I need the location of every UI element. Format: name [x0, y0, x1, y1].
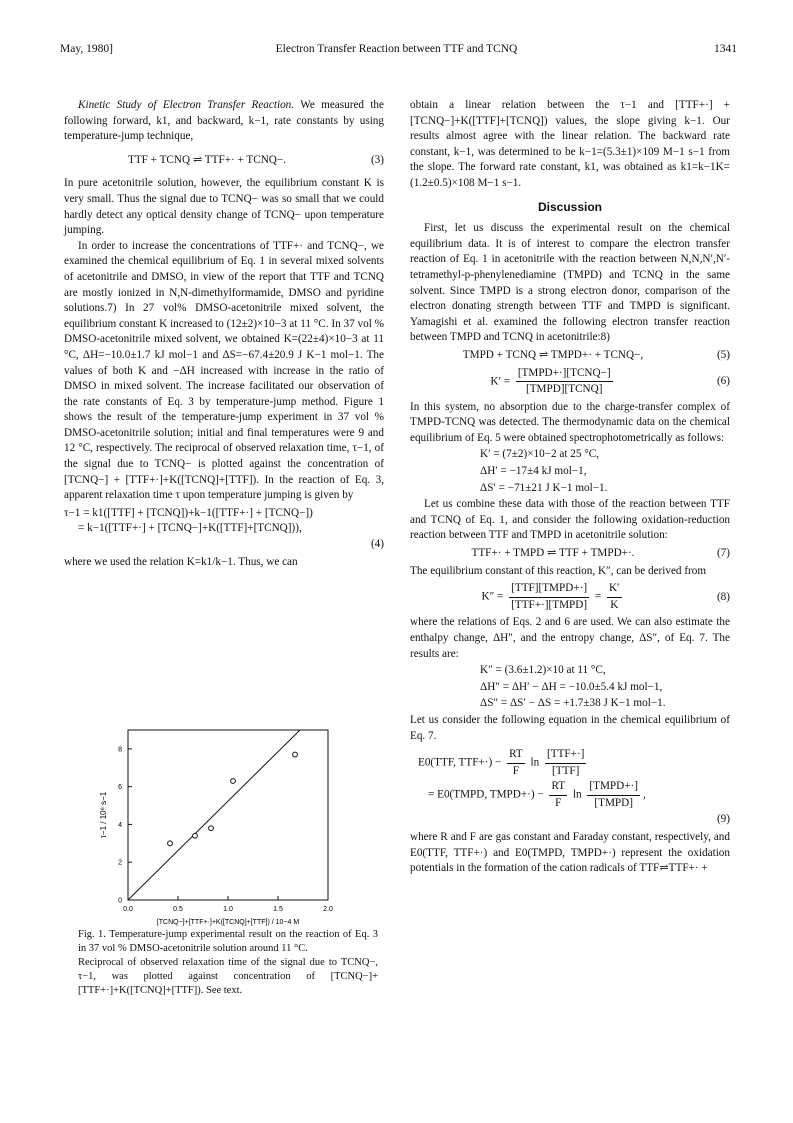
y-tick-label: 0: [118, 897, 122, 905]
paragraph: Let us combine these data with those of the reaction between TTF and TCNQ of Eq. 1, and consider the following oxidation-reduction reaction between TTF and TMPD in acetonitrile solution:: [410, 498, 730, 542]
x-tick-label: 0.0: [123, 906, 133, 913]
y-tick-label: 6: [118, 784, 122, 792]
paragraph: Kinetic Study of Electron Transfer Reaction. We measured the following forward, k1, and backward, k−1, rate constants by using temperature-jump technique,: [64, 99, 384, 143]
equation-5: TMPD + TCNQ ⇌ TMPD+· + TCNQ−, (5): [462, 348, 730, 361]
paragraph: Let us consider the following equation in the chemical equilibrium of Eq. 7.: [410, 713, 730, 742]
equation-9: E0(TTF, TTF+·) − $\frac{RT}{F}$ ln $\frac{\text{[TTF+·]}}{\text{[TTF]}}$ = E0(TMPD, TMPD+·) − $\frac{RT}{F}$ ln $\frac{\text{[TMPD+·]}}{\text{[TMPD]}}$ , (9): [418, 748, 730, 825]
data-point: [209, 826, 214, 831]
data-line: ΔS′ = −71±21 J K−1 mol−1.: [480, 481, 608, 494]
paragraph: First, let us discuss the experimental result on the chemical equilibrium data. It is of interest to compare the electron transfer reaction of Eq. 1 in acetonitrile with the reaction between N,N,N′,N′-tetramethyl-p-phenylenediamine (TMPD) and TCNQ in the same solvent. Since TMPD is a strong electron donor, comparison of the electron donating strength between TTF and TMPD is significant. Yamagishi et al. examined the following electron transfer reaction between TMPD and TCNQ in acetonitrile:8): [410, 222, 730, 344]
paragraph: obtain a linear relation between the τ−1 and [TTF+·] + [TCNQ−]+K([TTF]+[TCNQ]) values, the slope giving k−1. Our results almost agree with the linear relation. The backward rate constant, k−1, was determined to be k−1=(5.3±1)×109 M−1 s−1 from the slope. The forward rate constant, k1, was obtained as k1=k−1K=(1.2±0.5)×108 M−1 s−1.: [410, 99, 730, 189]
data-point: [231, 779, 236, 784]
paragraph: The equilibrium constant of this reaction, K″, can be derived from: [410, 564, 707, 577]
scatter-chart: [78, 720, 368, 930]
x-tick-label: 0.5: [173, 906, 183, 913]
running-head-title: Electron Transfer Reaction between TTF and TCNQ: [275, 43, 518, 55]
y-axis-label: τ−1 / 10⁶ s−1: [99, 791, 108, 839]
data-line: K′ = (7±2)×10−2 at 25 °C,: [480, 448, 599, 461]
chart-axes: [118, 730, 333, 913]
running-head-date: May, 1980]: [60, 43, 113, 55]
figure-1: [78, 720, 368, 938]
y-tick-label: 4: [118, 821, 122, 829]
equation-3: TTF + TCNQ ⇌ TTF+· + TCNQ−. (3): [128, 153, 384, 166]
figure-caption: [78, 928, 378, 998]
paragraph: where we used the relation K=k1/k−1. Thus, we can: [64, 555, 298, 568]
fraction: $\frac{\text{[TTF][TMPD+·]}}{\text{[TTF+·][TMPD]}}$: [511, 582, 588, 611]
paragraph: where R and F are gas constant and Faraday constant, respectively, and E0(TTF, TTF+·) and E0(TMPD, TMPD+·) represent the oxidation potentials in the formation of the cation radicals of TTF⇌TTF+· +: [410, 831, 730, 875]
y-tick-label: 8: [118, 746, 122, 754]
equation-8: K″ = $\frac{\text{[TTF][TMPD+·]}}{\text{[TTF+·][TMPD]}}$ = $\frac{K'}{K}$ (8): [410, 581, 730, 613]
x-axis-label: [TCNQ−]+[TTF+·]+K([TCNQ]+[TTF]) / 10−4 M: [156, 919, 300, 926]
paragraph: where the relations of Eqs. 2 and 6 are used. We can also estimate the enthalpy change, ΔH″, and the entropy change, ΔS″, of Eq. 7. The results are:: [410, 616, 730, 660]
fit-line: [128, 730, 300, 900]
equation-6: K′ = $\frac{\text{[TMPD+·][TCNQ−]}}{\text{[TMPD][TCNQ]}}$ (6): [410, 366, 730, 398]
paragraph: In pure acetonitrile solution, however, the equilibrium constant K is very small. Thus the signal due to TCNQ− was so small that we could hardly detect any optical density change of TCNQ− upon temperature jumping.: [64, 177, 384, 237]
fraction: $\frac{\text{[TMPD+·][TCNQ−]}}{\text{[TMPD][TCNQ]}}$: [517, 366, 611, 396]
paragraph: In this system, no absorption due to the charge-transfer complex of TMPD-TCNQ was detected. The thermodynamic data on the chemical equilibrium of Eq. 5 were obtained spectrophotometrically as follows:: [410, 400, 730, 444]
result-line: ΔS″ = ΔS′ − ΔS = +1.7±38 J K−1 mol−1.: [480, 697, 666, 710]
section-heading-discussion: Discussion: [537, 199, 603, 214]
equation-4: τ−1 = k1([TTF] + [TCNQ])+k−1([TTF+·] + [TCNQ−]) = k−1([TTF+·] + [TCNQ−]+K([TTF]+[TCNQ])), (4): [64, 506, 384, 551]
equation-7: TTF+· + TMPD ⇌ TTF + TMPD+·. (7): [471, 547, 730, 560]
page-number: 1341: [714, 43, 737, 55]
paragraph: In order to increase the concentrations of TTF+· and TCNQ−, we examined the chemical equilibrium of Eq. 1 in several mixed solvents of acetonitrile and DMSO, in view of the report that TTF and TCNQ are mostly ionized in N,N-dimethylformamide, DMSO and pyridine solutions.7) In 27 vol% DMSO-acetonitrile mixed solvent, the equilibrium constant K increased to (12±2)×10−3 at 11 °C. In 37 vol % DMSO-acetonitrile mixed solvent, we obtained K=(22±4)×10−3 at 11 °C, ΔH=−10.0±1.7 kJ mol−1 and ΔS=−67.4±20.9 J K−1 mol−1. The values of both K and −ΔH increased with increase in the ratio of DMSO in mixed solvent. The increase facilitated our observation of the rate constants of Eq. 3 by temperature-jump method. Figure 1 shows the result of the temperature-jump experiment in 37 vol % DMSO-acetonitrile solution; initial and final temperatures were 9 and 12 °C, respectively. The reciprocal of observed relaxation time, τ−1, of the signal due to TCNQ− is plotted against the concentration of [TCNQ−] + [TTF+·]+K([TCNQ]+[TTF]). In the reaction of Eq. 3, apparent relaxation time τ upon temperature jumping is given by: [64, 239, 384, 502]
caption-body: Reciprocal of observed relaxation time of the signal due to TCNQ−, τ−1, was plotted against concentration of [TCNQ−]+[TTF+·]+K([TCNQ]+[TTF]). See text.: [78, 957, 378, 996]
fraction: $\frac{K'}{K}$: [608, 582, 620, 611]
caption-title: Fig. 1. Temperature-jump experimental result on the reaction of Eq. 3 in 37 vol % DMSO-acetonitrile solution around 11 °C.: [78, 929, 378, 954]
chart-marks: [128, 730, 300, 900]
left-column: [64, 98, 384, 570]
result-line: ΔH″ = ΔH′ − ΔH = −10.0±5.4 kJ mol−1,: [480, 680, 663, 693]
plot-frame: [128, 730, 328, 900]
x-tick-label: 1.5: [273, 906, 283, 913]
data-point: [193, 833, 198, 838]
right-column: [410, 98, 730, 877]
data-point: [168, 841, 173, 846]
subsection-heading: Kinetic Study of Electron Transfer Reaction.: [78, 99, 295, 111]
x-tick-label: 2.0: [323, 906, 333, 913]
data-point: [293, 752, 298, 757]
result-line: K″ = (3.6±1.2)×10 at 11 °C,: [480, 664, 606, 677]
x-tick-label: 1.0: [223, 906, 233, 913]
y-tick-label: 2: [118, 859, 122, 867]
data-line: ΔH′ = −17±4 kJ mol−1,: [480, 465, 587, 478]
